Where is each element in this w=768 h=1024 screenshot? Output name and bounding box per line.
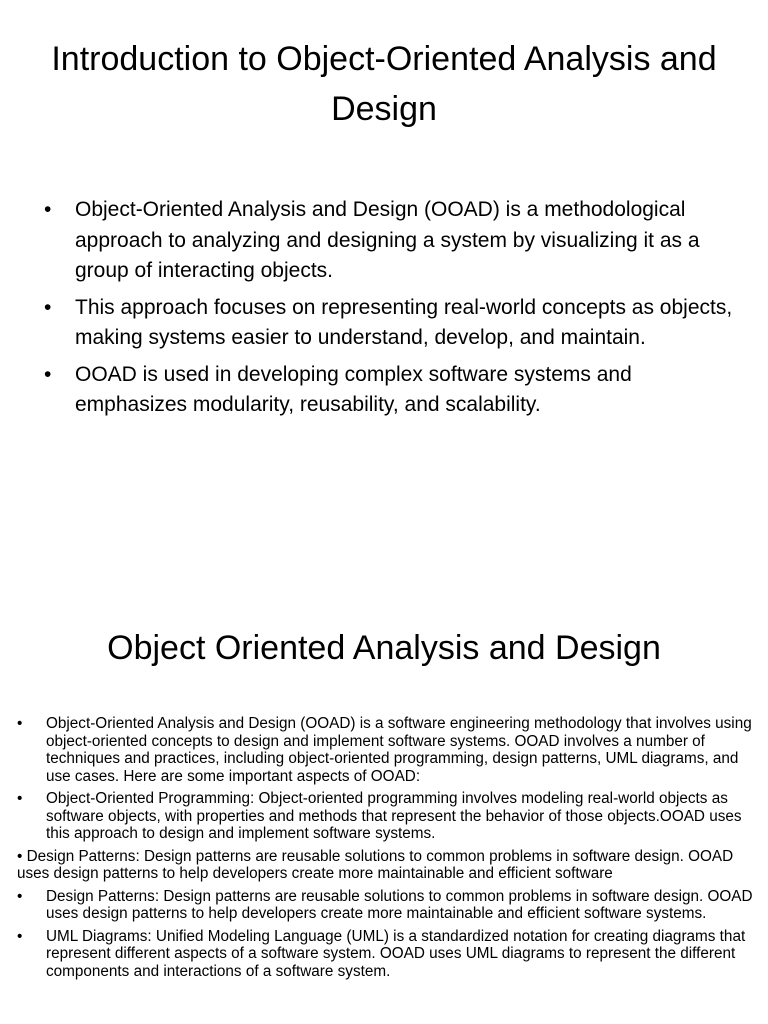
- bullet-marker: •: [17, 887, 23, 905]
- bullet-text: UML Diagrams: Unified Modeling Language (UML) is a standardized notation for creating diagrams that represent different aspects of a software system. OOAD uses UML diagrams to represent the different components and interactions of a software system.: [46, 927, 746, 980]
- bullet-item: [17, 848, 757, 883]
- bullet-item: [17, 715, 757, 785]
- bullet-marker: •: [44, 362, 52, 386]
- bullet-item: [17, 790, 757, 843]
- bullet-item: [44, 360, 734, 421]
- bullet-marker: •: [17, 927, 23, 945]
- bullet-text: OOAD is used in developing complex software systems and emphasizes modularity, reusability, and scalability.: [75, 362, 632, 416]
- bullet-item: [44, 195, 734, 287]
- bullet-text: Design Patterns: Design patterns are reusable solutions to common problems in software design. OOAD uses design patterns to help developers create more maintainable and efficient software systems.: [46, 887, 753, 922]
- bullet-text: • Design Patterns: Design patterns are reusable solutions to common problems in software design. OOAD uses design patterns to help developers create more maintainable and efficient software: [17, 847, 734, 882]
- bullet-list: [17, 715, 757, 985]
- bullet-marker: •: [17, 715, 23, 732]
- bullet-marker: •: [44, 198, 52, 221]
- bullet-item: [44, 293, 734, 354]
- slide-title: Introduction to Object-Oriented Analysis and Design: [51, 40, 717, 128]
- slide-ooad: [0, 576, 768, 1024]
- bullet-text: This approach focuses on representing real-world concepts as objects, making systems easier to understand, develop, and maintain.: [75, 295, 733, 349]
- bullet-marker: •: [44, 295, 52, 319]
- bullet-text: Object-Oriented Analysis and Design (OOAD) is a software engineering methodology that involves using object-oriented concepts to design and implement software systems. OOAD involves a number of techniques and practices, including object-oriented programming, design patterns, UML diagrams, and use cases. Here are some important aspects of OOAD:: [46, 715, 752, 785]
- slide-title: Object Oriented Analysis and Design: [107, 629, 661, 667]
- bullet-item: [17, 928, 757, 981]
- bullet-marker: •: [17, 790, 23, 807]
- bullet-text: Object-Oriented Programming: Object-oriented programming involves modeling real-world objects as software objects, with properties and methods that represent the behavior of those objects.OOAD uses this approach to design and implement software systems.: [46, 790, 742, 842]
- bullet-text: Object-Oriented Analysis and Design (OOAD) is a methodological approach to analyzing and designing a system by visualizing it as a group of interacting objects.: [75, 198, 700, 282]
- bullet-list: [44, 195, 734, 427]
- bullet-item: [17, 888, 757, 923]
